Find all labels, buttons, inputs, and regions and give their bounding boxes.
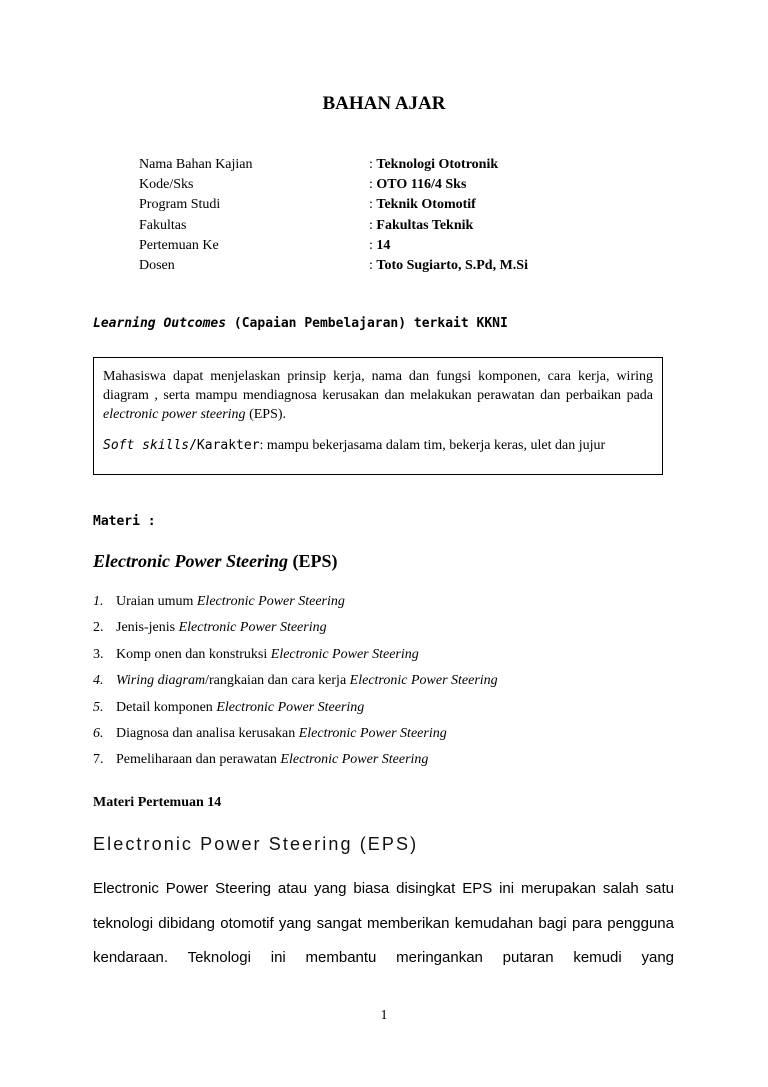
list-text — [116, 589, 345, 615]
info-value: Fakultas Teknik — [376, 217, 474, 233]
list-number: 1. — [93, 594, 104, 609]
outcome-description — [103, 367, 653, 424]
course-info-row — [139, 175, 528, 195]
info-colon: : — [369, 257, 377, 273]
topic-italic: Electronic Power Steering — [298, 725, 447, 741]
list-text — [116, 747, 428, 773]
list-number: 7. — [93, 752, 104, 768]
topic-text: Uraian umum — [116, 594, 197, 609]
topic-italic: Electronic Power Steering — [196, 594, 345, 609]
soft-skills-label: Soft skills — [103, 438, 190, 453]
topic-italic: Electronic Power Steering — [216, 699, 365, 715]
materi-pertemuan-heading: Materi Pertemuan 14 — [93, 795, 222, 810]
topic-italic: Electronic Power Steering — [178, 620, 327, 636]
list-number: 3. — [93, 646, 104, 662]
eps-heading — [93, 551, 338, 572]
topic-text: Jenis-jenis — [116, 620, 179, 636]
list-number: 5. — [93, 699, 104, 715]
list-text — [116, 695, 364, 721]
list-text — [116, 615, 327, 641]
course-info-table — [139, 155, 528, 276]
info-value: 14 — [376, 237, 391, 253]
info-colon: : — [369, 157, 377, 172]
outcome-text-end: (EPS). — [245, 407, 287, 422]
list-item — [93, 747, 498, 773]
course-info-row — [139, 236, 528, 256]
list-item — [93, 642, 498, 668]
document-title: BAHAN AJAR — [322, 93, 446, 114]
outcome-text-part: Mahasiswa dapat menjelaskan prinsip kerja, nama dan fungsi komponen, cara kerja, wiring diagram , serta mampu mendiagnosa kerusakan dan melakukan perawatan dan perbaikan pada — [103, 369, 653, 403]
list-number: 2. — [93, 620, 104, 636]
materi-label: Materi : — [93, 514, 156, 529]
list-text — [116, 668, 498, 694]
course-info-row — [139, 256, 528, 276]
list-number: 4. — [93, 673, 104, 689]
list-number: 6. — [93, 725, 104, 741]
topic-text: Pemeliharaan dan perawatan — [116, 752, 281, 768]
body-paragraph: Electronic Power Steering atau yang biasa disingkat EPS ini merupakan salah satu teknologi dibidang otomotif yang sangat memberikan kemudahan bagi para pengguna kendaraan. Teknologi ini membantu meringankan putaran kemudi yang — [93, 880, 674, 966]
soft-skills-line — [103, 436, 653, 455]
learning-outcomes-heading — [93, 316, 508, 331]
soft-skills-text: : mampu bekerjasama dalam tim, bekerja keras, ulet dan jujur — [259, 438, 606, 453]
outcome-text-italic: electronic power steering — [103, 407, 246, 422]
info-label: Program Studi — [139, 197, 221, 213]
info-value: OTO 116/4 Sks — [376, 177, 467, 193]
topic-text: Komp onen dan konstruksi — [116, 646, 271, 662]
info-label: Kode/Sks — [139, 177, 194, 193]
info-label: Dosen — [139, 257, 175, 273]
list-item — [93, 589, 498, 615]
soft-skills-slash: / — [189, 438, 197, 453]
info-value: Toto Sugiarto, S.Pd, M.Si — [376, 257, 528, 273]
course-info-row — [139, 216, 528, 236]
topic-italic: Electronic Power Steering — [270, 646, 419, 662]
list-text — [116, 721, 447, 747]
info-label: Fakultas — [139, 217, 187, 233]
learning-outcomes-box — [93, 357, 663, 475]
topic-list — [93, 589, 498, 774]
info-label: Nama Bahan Kajian — [139, 157, 253, 172]
topic-text: /rangkaian dan cara kerja — [205, 673, 350, 689]
topic-lead-italic: Wiring diagram — [116, 673, 206, 689]
list-item — [93, 668, 498, 694]
topic-italic: Electronic Power Steering — [349, 673, 498, 689]
info-colon: : — [369, 237, 377, 253]
karakter-label: Karakter — [196, 438, 260, 453]
topic-text: Diagnosa dan analisa kerusakan — [116, 725, 299, 741]
list-text — [116, 642, 419, 668]
eps-heading-rest: (EPS) — [288, 551, 338, 571]
info-colon: : — [369, 177, 377, 193]
info-colon: : — [369, 197, 377, 213]
list-item — [93, 615, 498, 641]
topic-italic: Electronic Power Steering — [280, 752, 429, 768]
learning-outcomes-rest: (Capaian Pembelajaran) terkait KKNI — [226, 316, 508, 331]
page-number: 1 — [380, 1008, 388, 1023]
learning-outcomes-italic: Learning Outcomes — [93, 316, 227, 331]
section-heading: Electronic Power Steering (EPS) — [93, 834, 419, 854]
topic-text: Detail komponen — [116, 699, 217, 715]
course-info-row — [139, 195, 528, 215]
list-item — [93, 721, 498, 747]
info-value: Teknik Otomotif — [376, 197, 476, 213]
info-value: Teknologi Ototronik — [376, 157, 499, 172]
info-colon: : — [369, 217, 377, 233]
eps-heading-italic: Electronic Power Steering — [93, 551, 288, 571]
list-item — [93, 695, 498, 721]
course-info-row — [139, 155, 528, 175]
info-label: Pertemuan Ke — [139, 237, 219, 253]
